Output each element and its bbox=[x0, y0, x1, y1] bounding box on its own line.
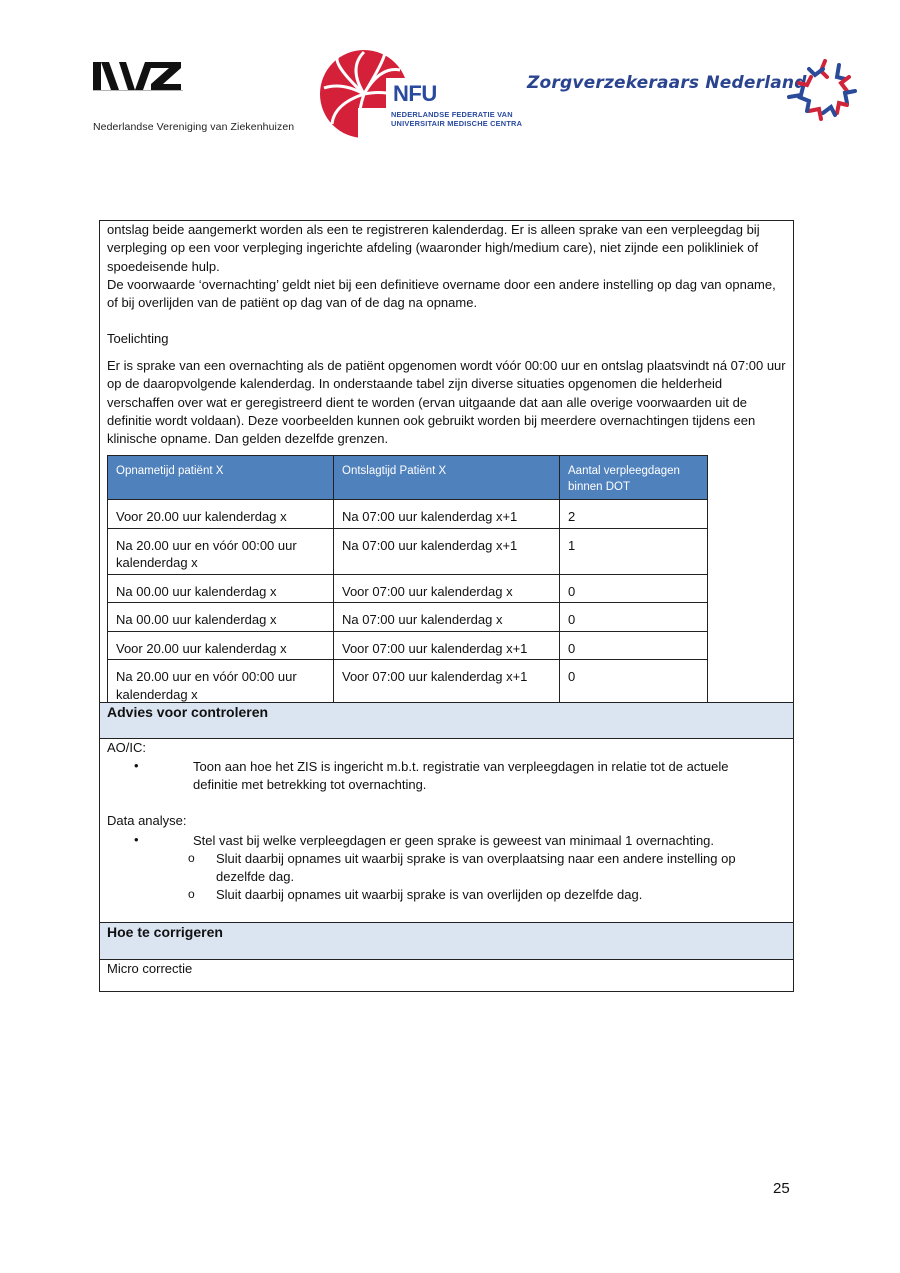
nvz-subtitle: Nederlandse Vereniging van Ziekenhuizen bbox=[93, 121, 295, 133]
cell-ontslagtijd: Na 07:00 uur kalenderdag x bbox=[334, 603, 560, 632]
subbullet-icon: o bbox=[188, 887, 195, 901]
aoic-bullet-1: Toon aan hoe het ZIS is ingericht m.b.t. registratie van verpleegdagen in relatie tot de actuele definitie met betrekking tot overnachting. bbox=[193, 759, 729, 793]
zn-logo bbox=[785, 55, 865, 127]
cell-ontslagtijd: Na 07:00 uur kalenderdag x+1 bbox=[334, 528, 560, 574]
nfu-subtitle-line2: UNIVERSITAIR MEDISCHE CENTRA bbox=[391, 119, 523, 128]
page-number: 25 bbox=[773, 1180, 790, 1197]
zn-figures-ring-icon bbox=[785, 55, 865, 127]
table-row bbox=[108, 660, 708, 706]
table-row bbox=[108, 528, 708, 574]
bullet-icon: • bbox=[134, 832, 139, 847]
cell-opnametijd: Na 00.00 uur kalenderdag x bbox=[108, 574, 334, 603]
nvz-logo bbox=[93, 60, 183, 92]
toelichting-paragraph: Er is sprake van een overnachting als de patiënt opgenomen wordt vóór 00:00 uur en ontslag plaatsvindt ná 07:00 uur op de daaropvolgende kalenderdag. In onderstaande tabel zijn diverse situaties opgenomen die helderheid verschaffen over wat er geregistreerd dient te worden (ervan uitgaande dat aan alle overige voorwaarden uit de definitie wordt voldaan). Deze voorbeelden kunnen ook gebruikt worden bij meerdere overnachtingen tijdens een klinische opname. Dan gelden dezelfde grenzen. bbox=[107, 358, 786, 447]
table-row bbox=[108, 574, 708, 603]
advies-heading: Advies voor controleren bbox=[107, 704, 269, 720]
aoic-label: AO/IC: bbox=[107, 740, 147, 755]
zn-wordmark: Zorgverzekeraars Nederland bbox=[527, 73, 807, 93]
table-row bbox=[108, 603, 708, 632]
table-row bbox=[108, 500, 708, 529]
header-ontslagtijd: Ontslagtijd Patiënt X bbox=[334, 456, 560, 500]
intro-paragraph: ontslag beide aangemerkt worden als een te registreren kalenderdag. Er is alleen sprake van een verpleegdag bij verpleging op een voor verpleging ingerichte afdeling (waaronder high/medium care), niet zijnde een polikliniek of spoedeisende hulp. bbox=[107, 222, 760, 274]
data-bullet-1: Stel vast bij welke verpleegdagen er geen sprake is geweest van minimaal 1 overnachting. bbox=[193, 833, 715, 848]
cell-opnametijd: Voor 20.00 uur kalenderdag x bbox=[108, 500, 334, 529]
subbullet-icon: o bbox=[188, 851, 195, 865]
cell-ontslagtijd: Voor 07:00 uur kalenderdag x+1 bbox=[334, 631, 560, 660]
corrigeren-heading: Hoe te corrigeren bbox=[107, 924, 223, 940]
cell-aantal: 2 bbox=[560, 500, 708, 529]
nfu-subtitle bbox=[391, 110, 522, 128]
condition-paragraph: De voorwaarde ‘overnachting’ geldt niet bij een definitieve overname door een andere instelling op dag van opname, of bij overlijden van de patiënt op dag van of de dag na opname. bbox=[107, 277, 776, 311]
header-aantal-verpleegdagen: Aantal verpleegdagen binnen DOT bbox=[560, 456, 708, 500]
nfu-subtitle-line1: NEDERLANDSE FEDERATIE VAN bbox=[391, 110, 513, 119]
advies-section-header bbox=[100, 702, 793, 739]
corrigeren-section-header bbox=[100, 922, 793, 960]
verpleegdagen-table bbox=[107, 455, 708, 706]
cell-opnametijd: Na 20.00 uur en vóór 00:00 uur kalenderdag x bbox=[108, 660, 334, 706]
cell-aantal: 0 bbox=[560, 631, 708, 660]
header-opnametijd: Opnametijd patiënt X bbox=[108, 456, 334, 500]
data-subbullet-2: Sluit daarbij opnames uit waarbij sprake is van overlijden op dezelfde dag. bbox=[216, 887, 643, 902]
bullet-icon: • bbox=[134, 758, 139, 773]
cell-ontslagtijd: Na 07:00 uur kalenderdag x+1 bbox=[334, 500, 560, 529]
cell-aantal: 0 bbox=[560, 660, 708, 706]
data-analyse-label: Data analyse: bbox=[107, 813, 187, 828]
cell-opnametijd: Na 20.00 uur en vóór 00:00 uur kalenderdag x bbox=[108, 528, 334, 574]
cell-opnametijd: Na 00.00 uur kalenderdag x bbox=[108, 603, 334, 632]
toelichting-heading: Toelichting bbox=[107, 331, 169, 346]
cell-opnametijd: Voor 20.00 uur kalenderdag x bbox=[108, 631, 334, 660]
nfu-wordmark: NFU bbox=[393, 81, 437, 106]
cell-ontslagtijd: Voor 07:00 uur kalenderdag x+1 bbox=[334, 660, 560, 706]
cell-ontslagtijd: Voor 07:00 uur kalenderdag x bbox=[334, 574, 560, 603]
table-row bbox=[108, 631, 708, 660]
cell-aantal: 1 bbox=[560, 528, 708, 574]
table-header-row bbox=[108, 456, 708, 500]
corrigeren-text: Micro correctie bbox=[107, 961, 193, 976]
nvz-logo-mark-icon bbox=[93, 60, 183, 92]
cell-aantal: 0 bbox=[560, 574, 708, 603]
cell-aantal: 0 bbox=[560, 603, 708, 632]
data-subbullet-1: Sluit daarbij opnames uit waarbij sprake is van overplaatsing naar een andere instelling op dezelfde dag. bbox=[216, 851, 736, 885]
